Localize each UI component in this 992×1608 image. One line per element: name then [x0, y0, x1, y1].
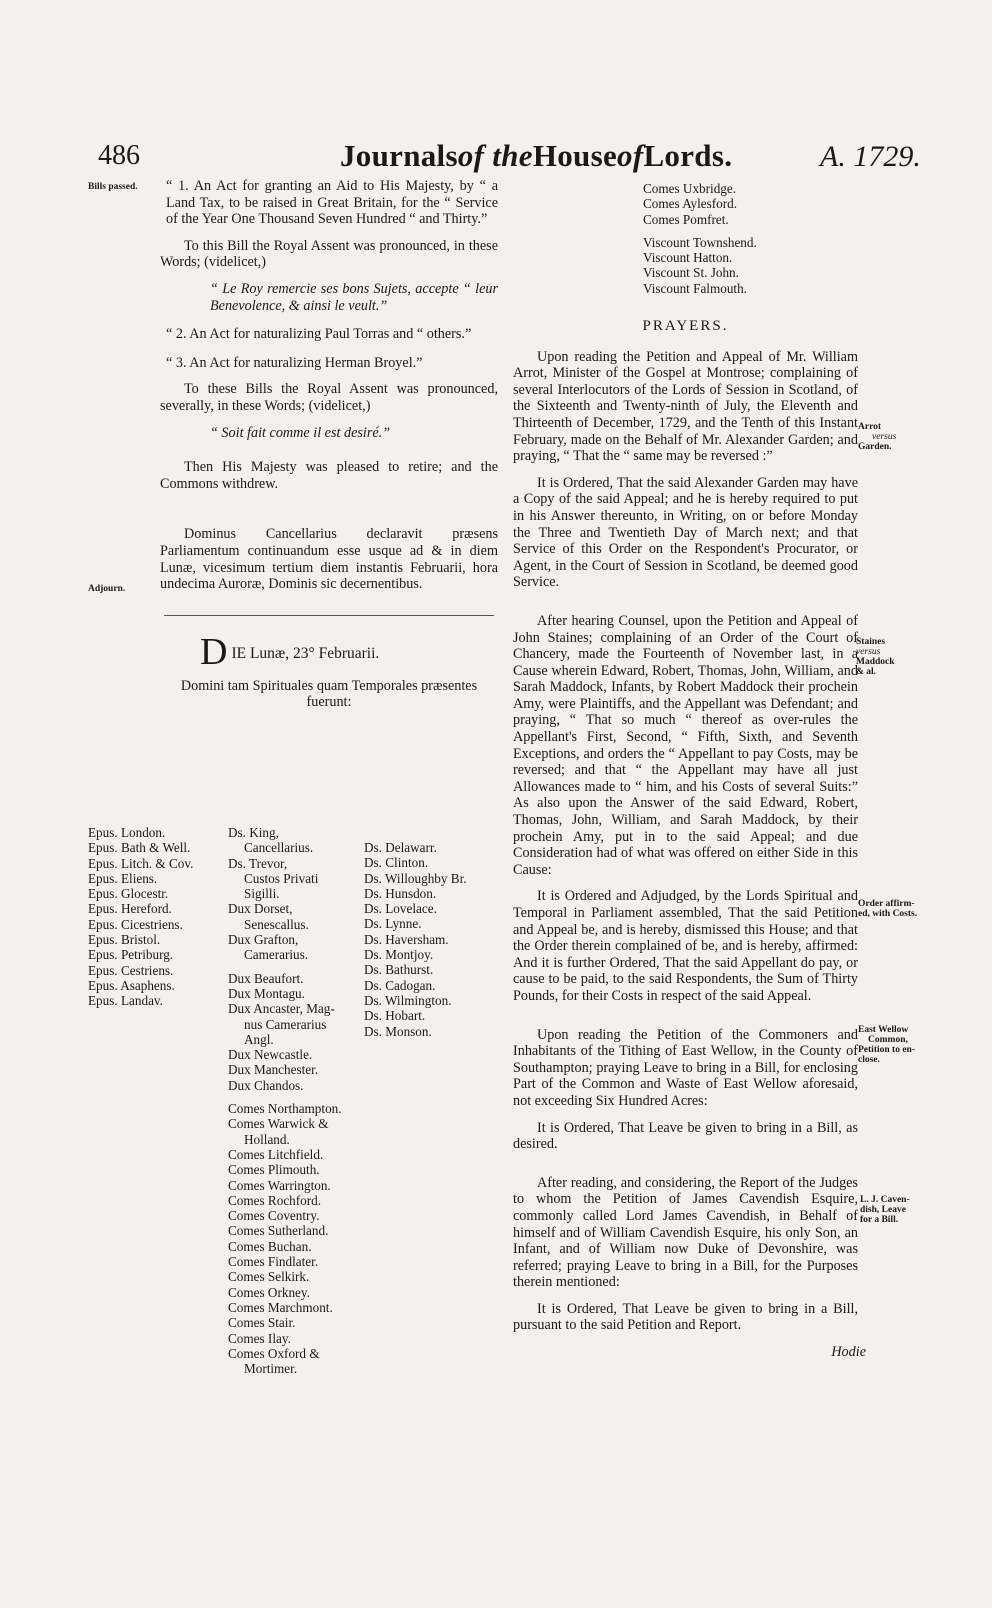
lord-name: Viscount Hatton.: [643, 250, 733, 266]
lord-name: Ds. Trevor,: [228, 855, 288, 871]
lord-name: Comes Orkney.: [228, 1284, 310, 1300]
lord-name: Dux Montagu.: [228, 985, 305, 1001]
lord-name: Comes Buchan.: [228, 1238, 312, 1254]
lord-name: Epus. Asaphens.: [88, 977, 175, 993]
lord-name: Comes Ilay.: [228, 1330, 291, 1346]
lord-name: Epus. Bath & Well.: [88, 840, 191, 856]
lord-name: Comes Northampton.: [228, 1101, 342, 1117]
lord-name: Ds. Montjoy.: [364, 947, 434, 963]
lords-barons-list: [364, 840, 467, 1039]
lord-name: Viscount Falmouth.: [643, 280, 747, 296]
staines-order: It is Ordered and Adjudged, by the Lords Spiritual and Temporal in Parliament assembled, That the said Petition and Appeal be, and is hereby, dismissed this House; and that the Order therein complained of be, and is hereby, affirmed: And it is further Ordered, That the said Appellant do pay, or cause to be paid, to the said Respondents, the Sum of Thirty Pounds, for their Costs in respect of the said Appeal.: [513, 888, 858, 1004]
lord-name: Epus. Cicestriens.: [88, 916, 183, 932]
adjournment-text: Dominus Cancellarius declaravit præsens Parliamentum continuandum esse usque ad & in diem Lunæ, vicesimum tertium diem instantis Februarii, hora undecima Auroræ, Dominis sic decernentibus.: [160, 526, 498, 593]
lord-name: Ds. King,: [228, 825, 279, 840]
lord-name: Comes Rochford.: [228, 1192, 322, 1208]
lord-name: [228, 1093, 342, 1101]
lord-name: Viscount Townshend.: [643, 234, 757, 250]
lord-name: Comes Litchfield.: [228, 1146, 324, 1162]
lord-name: Comes Selkirk.: [228, 1269, 310, 1285]
lord-name: Mortimer.: [244, 1361, 298, 1377]
domini-present: Domini tam Spirituales quam Temporales præsentes fuerunt:: [180, 677, 478, 711]
lord-name: Comes Findlater.: [228, 1254, 319, 1270]
lord-name: Ds. Wilmington.: [364, 992, 452, 1008]
lord-name: Cancellarius.: [244, 840, 314, 856]
lord-name: Dux Grafton,: [228, 932, 299, 948]
lord-name: Dux Dorset,: [228, 901, 293, 917]
lord-name: Ds. Hobart.: [364, 1008, 426, 1024]
lord-name: Comes Marchmont.: [228, 1299, 333, 1315]
lord-name: Dux Manchester.: [228, 1062, 319, 1078]
margin-arrot: Arrot versus Garden.: [858, 422, 897, 452]
lord-name: Comes Coventry.: [228, 1208, 320, 1224]
lord-name: Comes Warwick &: [228, 1116, 329, 1132]
lord-name: Dux Beaufort.: [228, 970, 304, 986]
lord-name: Comes Plimouth.: [228, 1162, 320, 1178]
lord-name: Ds. Haversham.: [364, 931, 449, 947]
lord-name: Viscount St. John.: [643, 265, 739, 281]
lord-name: Dux Chandos.: [228, 1077, 304, 1093]
lord-name: Comes Uxbridge.: [643, 181, 737, 196]
lord-name: Comes Sutherland.: [228, 1223, 329, 1239]
retire-text: Then His Majesty was pleased to retire; and the Commons withdrew.: [160, 459, 498, 492]
royal-assent-1: To this Bill the Royal Assent was pronounced, in these Words; (videlicet,): [160, 237, 498, 271]
lord-name: Angl.: [244, 1031, 274, 1047]
wellow-order: It is Ordered, That Leave be given to bring in a Bill, as desired.: [513, 1119, 858, 1153]
lord-name: Epus. Eliens.: [88, 870, 158, 886]
margin-adjourn: Adjourn.: [88, 584, 126, 594]
arrot-order: It is Ordered, That the said Alexander Garden may have a Copy of the said Appeal; and he is hereby required to put in his Answer thereunto, in Writing, on or before Monday the Three and Twentieth Day of March next; and that Service of this Order on the Respondent's Procurator, or Agent, in the Court of Session in Scotland, be deemed good Service.: [513, 474, 858, 591]
lord-name: Comes Aylesford.: [643, 196, 738, 212]
lords-continued-list: [643, 181, 757, 296]
staines-petition: After hearing Counsel, upon the Petition and Appeal of John Staines; complaining of an Order of the Court of Chancery, made the Fourteenth of November last, in a Cause wherein Edward, Robert, Thomas, John, William, and Sarah Maddock, Infants, by Robert Maddock their prochein Amy, were Plaintiffs, and the Appellant was Defendant; and praying, “ That so much “ thereof as over-rules the Appellant's First, Second, “ Fifth, Sixth, and Seventh Exceptions, and orders the “ Appellant to pay Costs, may be reversed; and that “ the Appellant may have all just Allowances made to “ him, and his Costs of several Suits:” As also upon the Answer of the said Edward, Robert, Thomas, John, William, and Sarah Maddock, by their prochein Amy, put in to the said Appeal; and due Consideration had of what was offered on either Side in this Cause:: [513, 612, 858, 878]
wellow-petition: Upon reading the Petition of the Commoners and Inhabitants of the Tithing of East Wellow, in the County of Southampton; praying Leave to bring in a Bill, for enclosing Part of the Common and Waste of East Wellow aforesaid, not exceeding Six Hundred Acres:: [513, 1026, 858, 1109]
lord-name: Comes Stair.: [228, 1315, 296, 1331]
lord-name: Ds. Delawarr.: [364, 840, 437, 855]
lord-name: Dux Newcastle.: [228, 1047, 313, 1063]
lord-name: Epus. Hereford.: [88, 901, 172, 917]
bill-2: “ 2. An Act for naturalizing Paul Torras and “ others.”: [166, 326, 472, 343]
page-number: 486: [98, 140, 140, 171]
lord-name: Ds. Clinton.: [364, 855, 429, 871]
lord-name: Senescallus.: [244, 916, 309, 932]
lords-spiritual-list: [88, 825, 193, 1009]
lords-dukes-earls-list: [228, 825, 342, 1376]
margin-bills-passed: Bills passed.: [88, 182, 138, 192]
lord-name: Dux Ancaster, Mag-: [228, 1001, 335, 1017]
lord-name: nus Camerarius: [244, 1016, 327, 1032]
lord-name: Custos Privati: [244, 870, 319, 886]
french-formula-1: “ Le Roy remercie ses bons Sujets, accepte “ leur Benevolence, & ainsi le veult.”: [210, 280, 498, 314]
lord-name: Epus. London.: [88, 825, 166, 840]
lord-name: Comes Oxford &: [228, 1345, 320, 1361]
lord-name: Comes Pomfret.: [643, 211, 729, 227]
cavendish-petition: After reading, and considering, the Report of the Judges to whom the Petition of James Cavendish Esquire, commonly called Lord James Cavendish, in Behalf of himself and of William Cavendish Esquire, his only Son, an Infant, and of William now Duke of Devonshire, was referred; praying Leave to bring in a Bill, for the Purposes therein mentioned:: [513, 1174, 858, 1291]
lord-name: Ds. Lovelace.: [364, 901, 437, 917]
day-heading: D IE Lunæ, 23° Februarii.: [200, 630, 380, 673]
lord-name: Ds. Cadogan.: [364, 977, 436, 993]
drop-cap: D: [200, 630, 228, 673]
lord-name: Camerarius.: [244, 947, 309, 963]
bill-3: “ 3. An Act for naturalizing Herman Broyel.”: [166, 354, 423, 371]
lord-name: Epus. Bristol.: [88, 932, 161, 948]
lord-name: Ds. Willoughby Br.: [364, 870, 467, 886]
lord-name: Epus. Cestriens.: [88, 962, 174, 978]
catchword: Hodie: [831, 1344, 866, 1361]
lord-name: Sigilli.: [244, 886, 280, 902]
cavendish-order: It is Ordered, That Leave be given to bring in a Bill, pursuant to the said Petition and Report.: [513, 1300, 858, 1334]
margin-cavendish: L. J. Caven- dish, Leave for a Bill.: [860, 1195, 910, 1225]
lord-name: Ds. Bathurst.: [364, 962, 434, 978]
royal-assent-2: To these Bills the Royal Assent was pronounced, severally, in these Words; (videlicet,): [160, 381, 498, 414]
lord-name: Ds. Hunsdon.: [364, 885, 437, 901]
lord-name: Comes Warrington.: [228, 1177, 331, 1193]
lord-name: Holland.: [244, 1131, 290, 1147]
running-title: Journalsof theHouseofLords.: [340, 138, 733, 173]
lord-name: [643, 227, 757, 235]
page-header: [0, 132, 992, 182]
lord-name: [228, 963, 342, 971]
margin-staines: Staines versus Maddock & al.: [856, 637, 895, 677]
header-year: A. 1729.: [820, 140, 921, 173]
lord-name: Epus. Petriburg.: [88, 947, 174, 963]
lord-name: Epus. Glocestr.: [88, 886, 169, 902]
lord-name: Epus. Landav.: [88, 993, 163, 1009]
lord-name: Epus. Litch. & Cov.: [88, 855, 194, 871]
lord-name: Ds. Monson.: [364, 1023, 432, 1039]
prayers-heading: PRAYERS.: [642, 318, 729, 334]
margin-order-affirmed: Order affirm- ed, with Costs.: [858, 899, 918, 919]
bill-1: “ 1. An Act for granting an Aid to His Majesty, by “ a Land Tax, to be raised in Great Britain, for the “ Service of the Year One Thousand Seven Hundred “ and Thirty.”: [166, 178, 498, 228]
arrot-petition: Upon reading the Petition and Appeal of Mr. William Arrot, Minister of the Gospel at Montrose; complaining of several Interlocutors of the Lords of Session in Scotland, of the Sixteenth and Twenty-ninth of July, the Eleventh and Thirteenth of December, 1729, and the Tenth of this Instant February, made on the Behalf of Mr. Alexander Garden; and praying, “ That the “ same may be reversed :”: [513, 348, 858, 465]
french-formula-2: “ Soit fait comme il est desiré.”: [210, 424, 391, 441]
margin-east-wellow: East Wellow Common, Petition to en- close.: [858, 1025, 915, 1065]
lord-name: Ds. Lynne.: [364, 916, 422, 932]
